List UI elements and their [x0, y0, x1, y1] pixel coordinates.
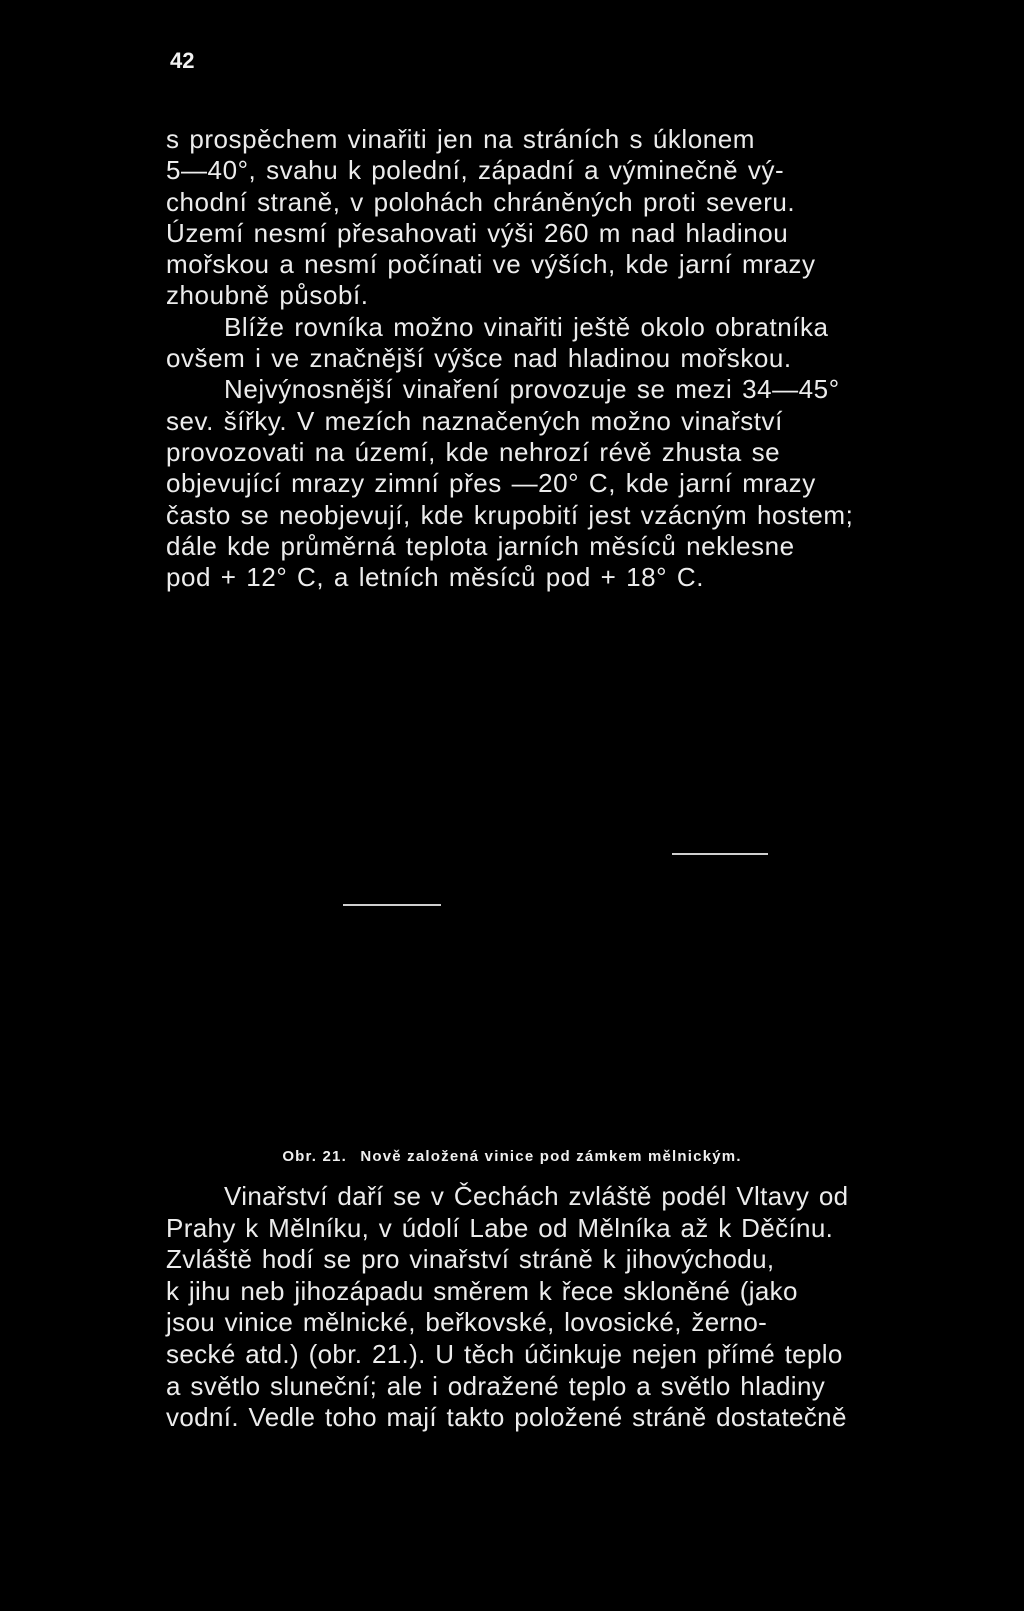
text-line: s prospěchem vinařiti jen na stráních s úklonem — [166, 124, 755, 154]
text-line: objevující mrazy zimní přes —20° C, kde jarní mrazy — [166, 468, 816, 499]
text-line: jsou vinice mělnické, beřkovské, lovosické, žerno- — [166, 1307, 768, 1338]
text-line: Vinařství daří se v Čechách zvláště podél Vltavy od — [224, 1181, 849, 1211]
text-line: Blíže rovníka možno vinařiti ještě okolo obratníka — [224, 311, 829, 342]
paragraph-2 — [166, 1181, 918, 1434]
text-line: mořskou a nesmí počínati ve výších, kde jarní mrazy — [166, 249, 816, 280]
paragraph-1 — [166, 124, 918, 593]
text-line: zhoubně působí. — [166, 280, 369, 311]
text-line: Území nesmí přesahovati výši 260 m nad hladinou — [166, 217, 789, 248]
figure-caption-label: Obr. 21. — [282, 1148, 347, 1165]
text-line: a světlo sluneční; ale i odražené teplo a světlo hladiny — [166, 1370, 826, 1401]
figure-caption — [0, 1148, 1024, 1165]
text-line: Prahy k Mělníku, v údolí Labe od Mělníka až k Děčínu. — [166, 1212, 834, 1243]
text-line: Nejvýnosnější vinaření provozuje se mezi 34—45° — [224, 374, 840, 405]
figure-rule — [343, 904, 441, 906]
text-line: provozovati na území, kde nehrozí révě zhusta se — [166, 436, 781, 467]
text-line: ovšem i ve značnější výšce nad hladinou mořskou. — [166, 343, 792, 374]
text-line: sev. šířky. V mezích naznačených možno vinařství — [166, 405, 783, 436]
text-line: k jihu neb jihozápadu směrem k řece skloněné (jako — [166, 1275, 798, 1306]
page-number: 42 — [170, 48, 195, 73]
text-line: secké atd.) (obr. 21.). U těch účinkuje nejen přímé teplo — [166, 1338, 843, 1369]
text-line: 5—40°, svahu k polední, západní a výminečně vý- — [166, 155, 785, 186]
text-line: Zvláště hodí se pro vinařství stráně k jihovýchodu, — [166, 1244, 775, 1275]
text-line: dále kde průměrná teplota jarních měsíců neklesne — [166, 530, 795, 561]
text-line: vodní. Vedle toho mají takto položené stráně dostatečně — [166, 1402, 847, 1433]
text-line: často se neobjevují, kde krupobití jest vzácným hostem; — [166, 499, 854, 530]
text-line: chodní straně, v polohách chráněných proti severu. — [166, 186, 796, 217]
figure-caption-text: Nově založená vinice pod zámkem mělnickým. — [360, 1148, 742, 1165]
figure-rule — [672, 853, 768, 855]
text-line: pod + 12° C, a letních měsíců pod + 18° C. — [166, 562, 704, 593]
